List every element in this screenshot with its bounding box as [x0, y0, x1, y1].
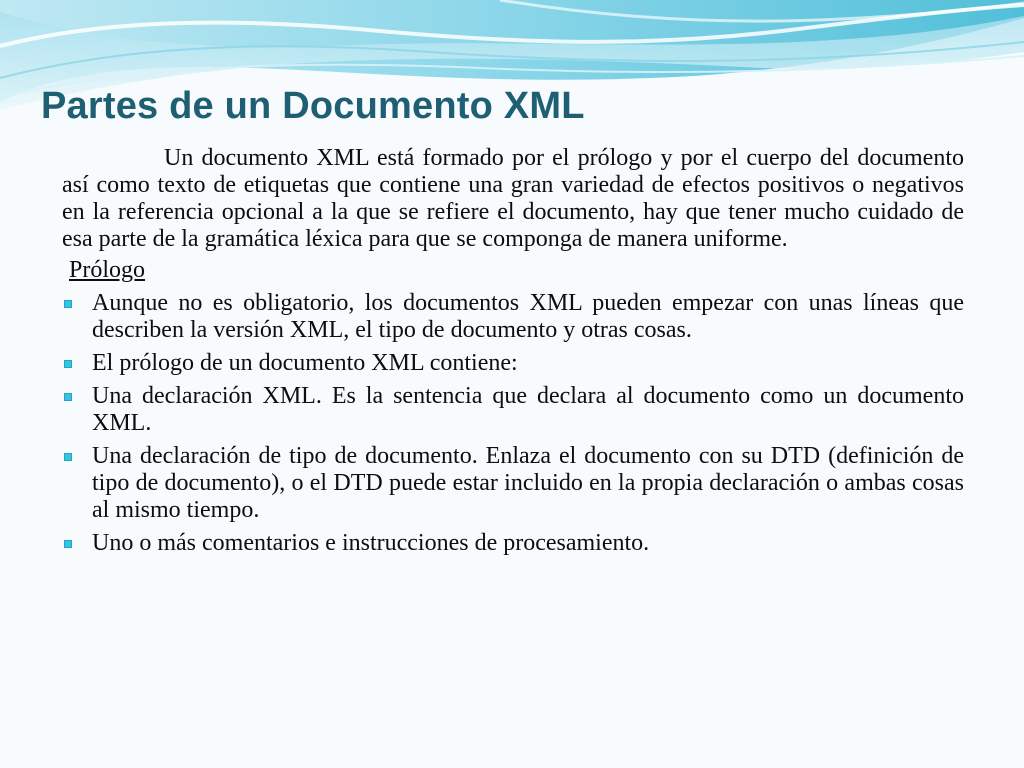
- list-item: [62, 290, 964, 344]
- intro-paragraph: Un documento XML está formado por el prólogo y por el cuerpo del documento así como texto de etiquetas que contiene una gran variedad de efectos positivos o negativos en la referencia opcional a la que se refiere el documento, hay que tener mucho cuidado de esa parte de la gramática léxica para que se componga de manera uniforme.: [62, 145, 964, 252]
- bullet-text: Una declaración XML. Es la sentencia que declara al documento como un documento XML.: [92, 383, 964, 436]
- square-bullet-icon: [64, 393, 72, 401]
- list-item: [62, 383, 964, 437]
- bullet-text: Aunque no es obligatorio, los documentos XML pueden empezar con unas líneas que describen la versión XML, el tipo de documento y otras cosas.: [92, 290, 964, 343]
- list-item: [62, 530, 964, 557]
- bullet-text: El prólogo de un documento XML contiene:: [92, 350, 518, 376]
- list-item: [62, 443, 964, 524]
- slide-content: [62, 145, 964, 563]
- section-heading-prologo: Prólogo: [69, 257, 146, 283]
- bullet-list: [62, 290, 964, 557]
- square-bullet-icon: [64, 360, 72, 368]
- bullet-text: Uno o más comentarios e instrucciones de procesamiento.: [92, 530, 650, 556]
- square-bullet-icon: [64, 540, 72, 548]
- square-bullet-icon: [64, 453, 72, 461]
- bullet-text: Una declaración de tipo de documento. Enlaza el documento con su DTD (definición de tipo de documento), o el DTD puede estar incluido en la propia declaración o ambas cosas al mismo tiempo.: [92, 443, 964, 523]
- list-item: [62, 350, 964, 377]
- square-bullet-icon: [64, 300, 72, 308]
- page-title: Partes de un Documento XML: [41, 85, 585, 127]
